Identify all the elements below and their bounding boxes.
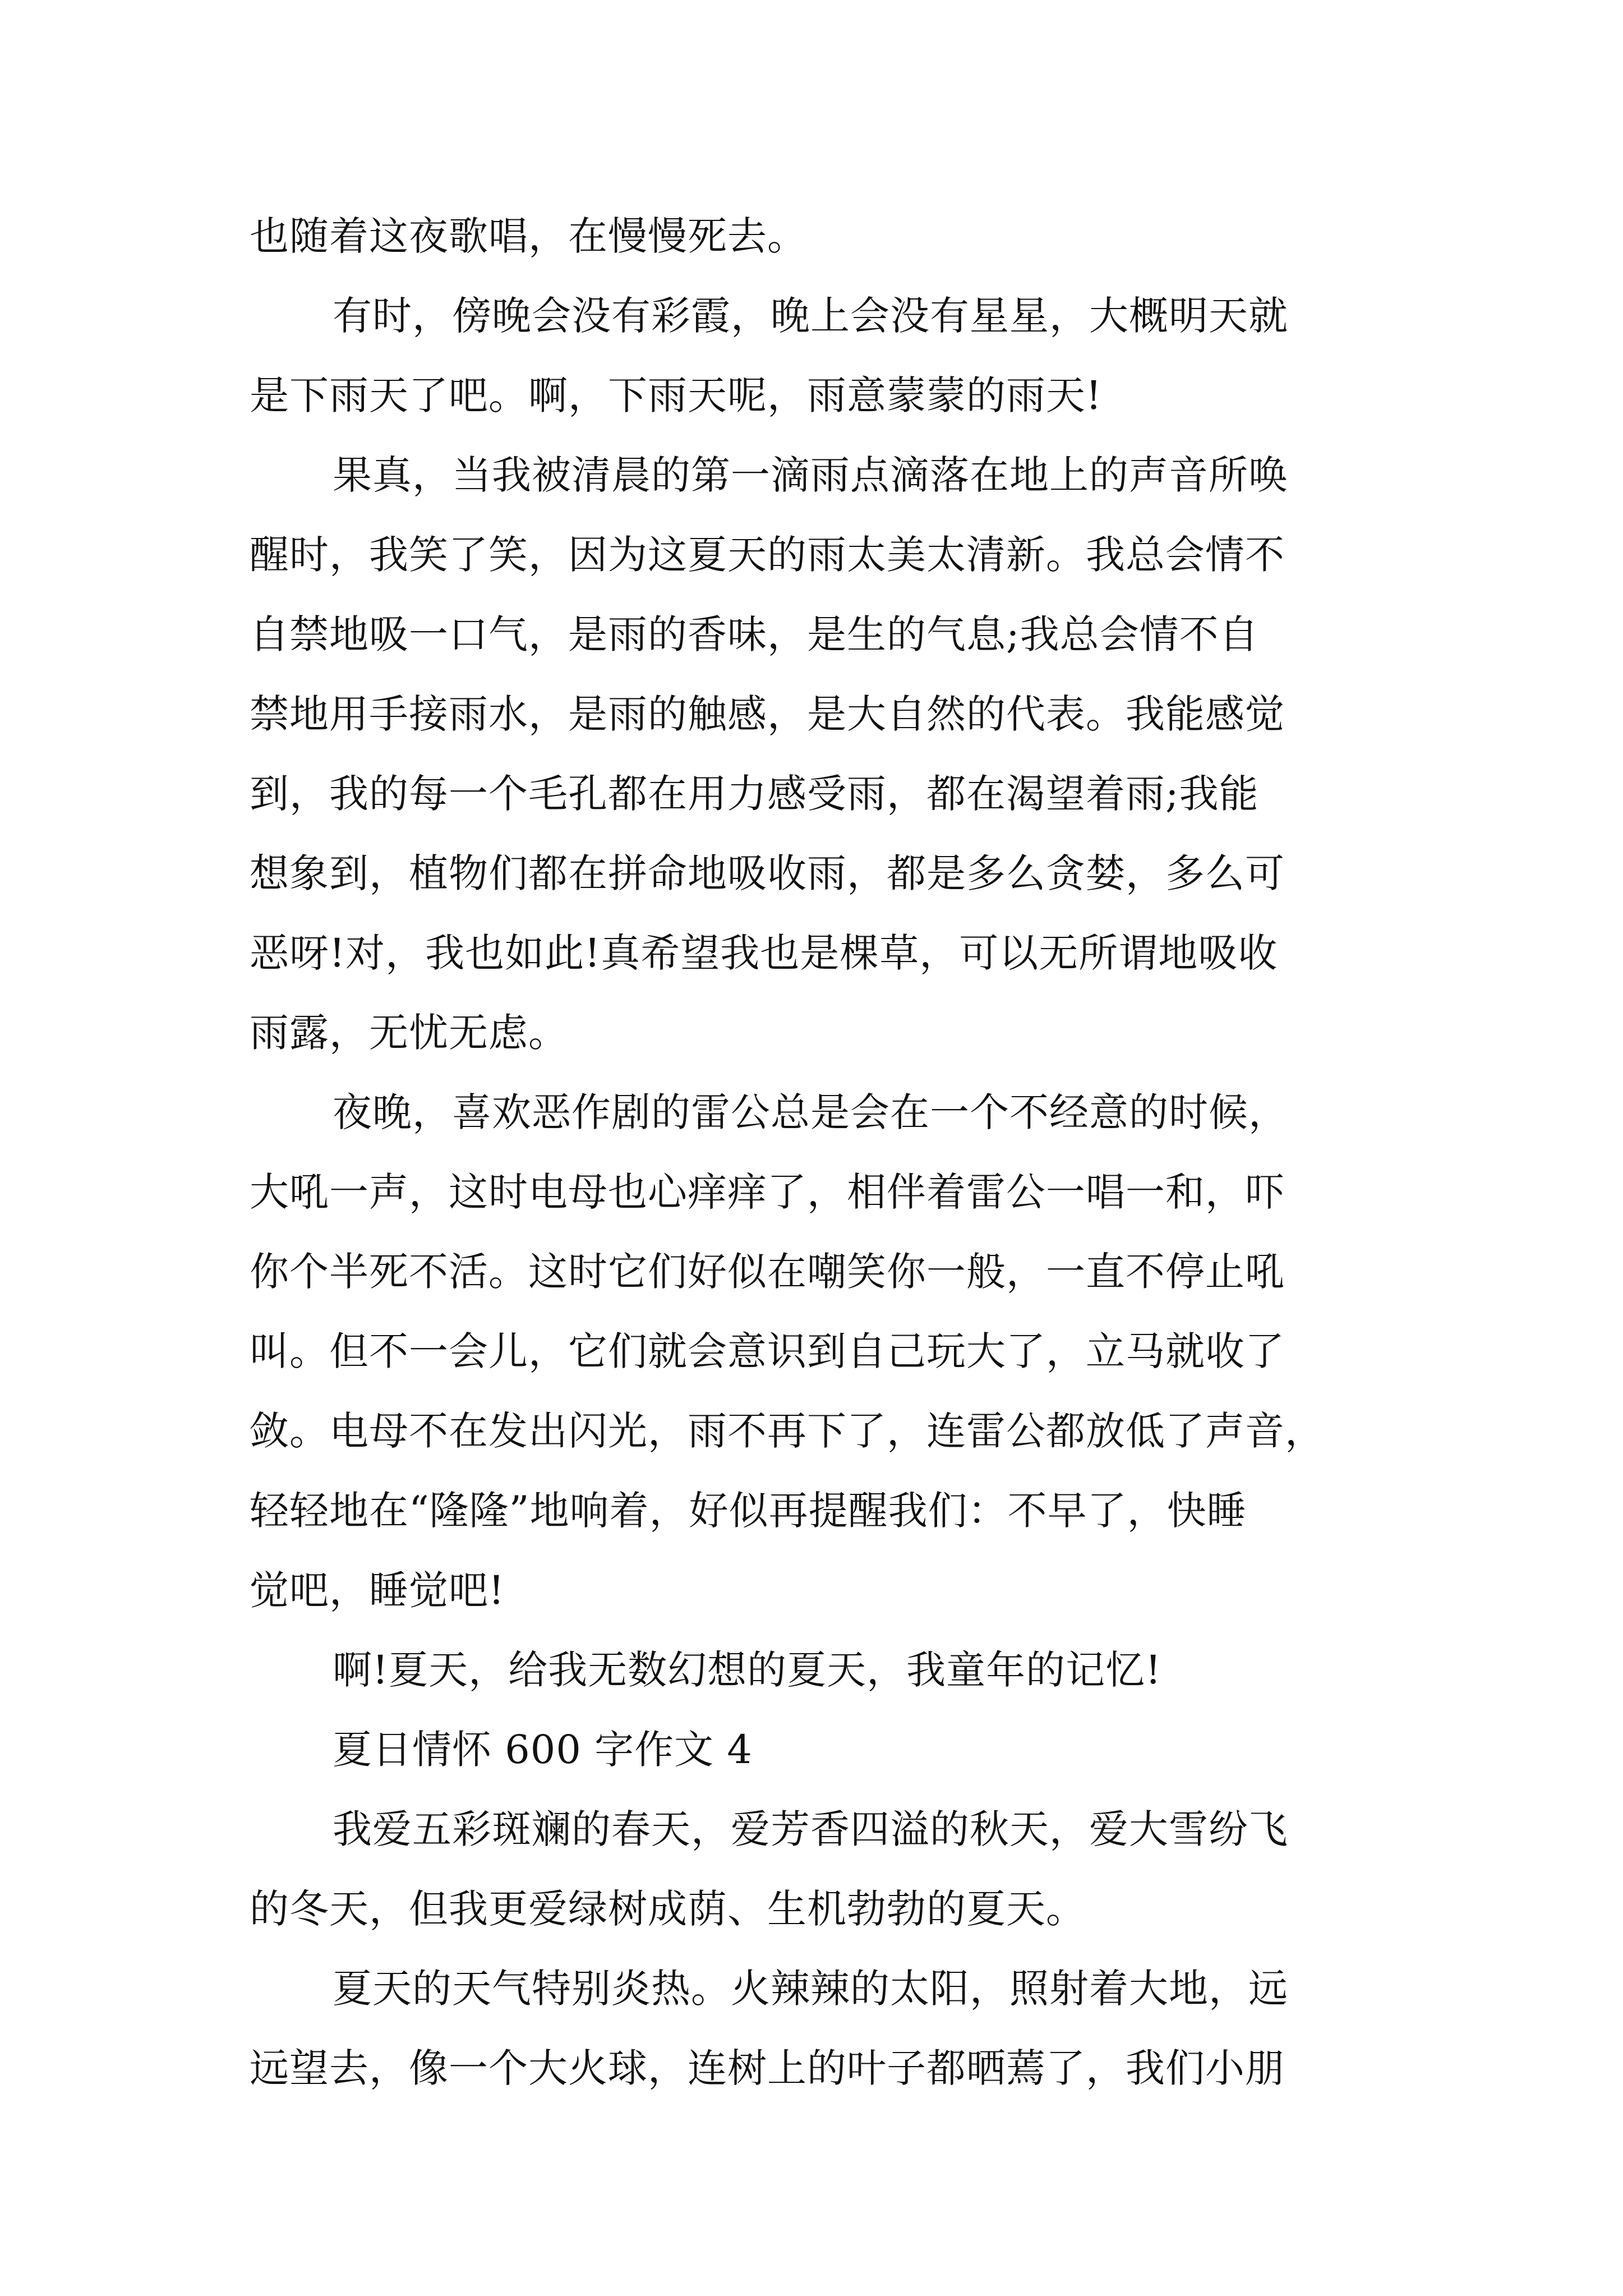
text-line: 大吼一声，这时电母也心痒痒了，相伴着雷公一唱一和，吓 [250,1169,1285,1215]
text-line: 我爱五彩斑斓的春天，爱芳香四溢的秋天，爱大雪纷飞 [333,1806,1288,1852]
text-line: 的冬天，但我更爱绿树成荫、生机勃勃的夏天。 [250,1886,1086,1932]
text-line: 是下雨天了吧。啊，下雨天呢，雨意蒙蒙的雨天! [250,372,1103,418]
text-line: 也随着这夜歌唱，在慢慢死去。 [250,213,807,259]
text-line: 自禁地吸一口气，是雨的香味，是生的气息;我总会情不自 [250,611,1259,657]
text-line: 醒时，我笑了笑，因为这夏天的雨太美太清新。我总会情不 [250,532,1285,578]
text-line: 远望去，像一个大火球，连树上的叶子都晒蔫了，我们小朋 [250,2045,1285,2091]
text-line: 觉吧，睡觉吧! [250,1567,505,1613]
body-text [250,196,1399,2108]
text-line: 禁地用手接雨水，是雨的触感，是大自然的代表。我能感觉 [250,691,1285,737]
text-line: 夏日情怀 600 字作文 4 [333,1727,753,1773]
text-line: 啊!夏天，给我无数幻想的夏天，我童年的记忆! [333,1647,1162,1693]
text-line: 夏天的天气特别炎热。火辣辣的太阳，照射着大地，远 [333,1966,1288,2012]
text-line: 果真，当我被清晨的第一滴雨点滴落在地上的声音所唤 [333,452,1288,498]
text-line: 雨露，无忧无虑。 [250,1010,568,1056]
text-line: 轻轻地在“隆隆”地响着，好似再提醒我们：不早了，快睡 [250,1488,1247,1534]
text-line: 到，我的每一个毛孔都在用力感受雨，都在渴望着雨;我能 [250,771,1259,817]
text-line: 敛。电母不在发出闪光，雨不再下了，连雷公都放低了声音， [250,1408,1325,1454]
text-line: 有时，傍晚会没有彩霞，晚上会没有星星，大概明天就 [333,293,1288,339]
text-line: 叫。但不一会儿，它们就会意识到自己玩大了，立马就收了 [250,1328,1285,1374]
text-line: 想象到，植物们都在拼命地吸收雨，都是多么贪婪，多么可 [250,850,1285,896]
text-line: 你个半死不活。这时它们好似在嘲笑你一般，一直不停止吼 [250,1249,1285,1295]
text-line: 夜晚，喜欢恶作剧的雷公总是会在一个不经意的时候， [333,1089,1288,1135]
text-line: 恶呀!对，我也如此!真希望我也是棵草，可以无所谓地吸收 [250,930,1278,976]
